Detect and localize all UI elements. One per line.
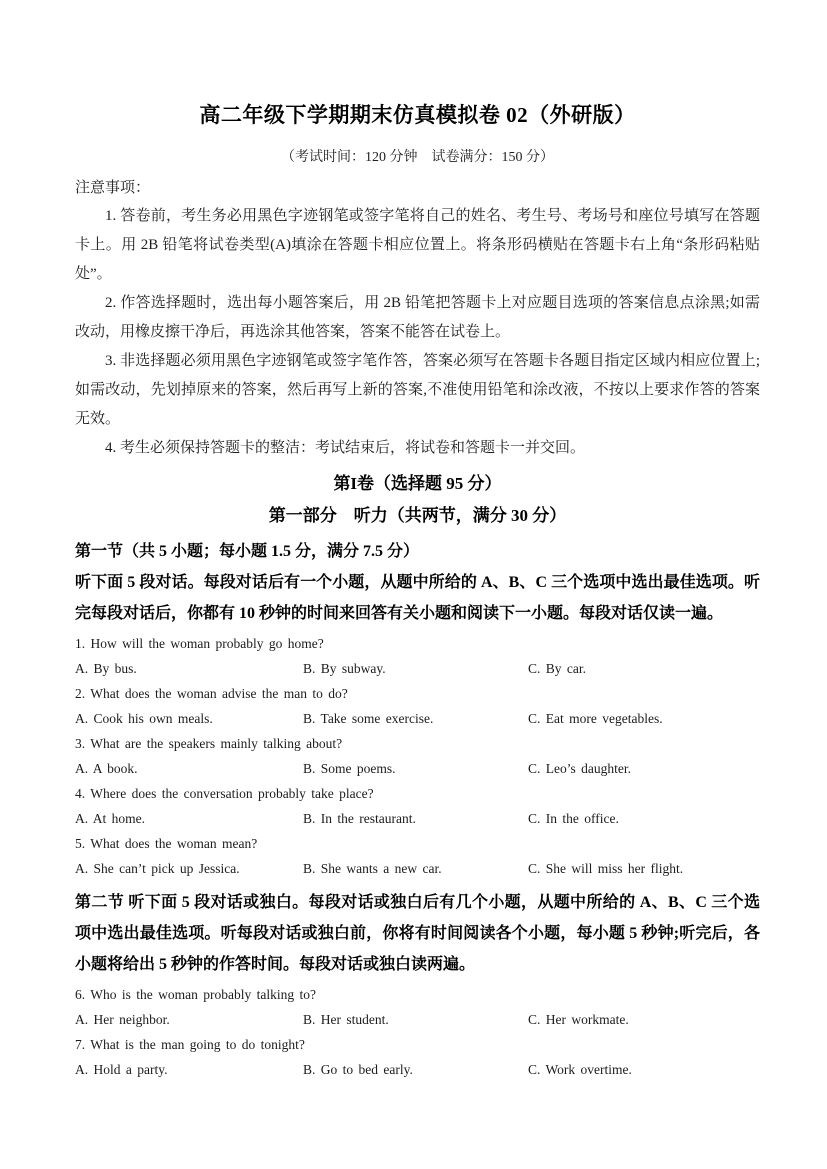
question-1-options [75,656,760,681]
question-4-options [75,806,760,831]
question-4-text: 4. Where does the conversation probably take place? [75,786,374,801]
question-3-option-a: A. A book. [75,761,138,776]
question-3-options [75,756,760,781]
question-2-option-c: C. Eat more vegetables. [528,711,663,726]
exam-meta-line: （考试时间：120 分钟 试卷满分：150 分） [281,150,554,165]
question-2 [75,681,760,731]
section1-heading: 第一节（共 5 小题；每小题 1.5 分，满分 7.5 分） [75,543,420,560]
notice-item-3: 3. 非选择题必须用黑色字迹钢笔或签字笔作答，答案必须写在答题卡各题目指定区域内相应位置上;如需改动，先划掉原来的答案，然后再写上新的答案,不准使用铅笔和涂改液，不按以上要求作答的答案无效。 [75,353,760,427]
question-4 [75,781,760,831]
question-6 [75,982,760,1032]
question-6-text: 6. Who is the woman probably talking to? [75,987,316,1002]
notice-heading: 注意事项： [75,180,151,196]
question-2-options [75,706,760,731]
question-1-option-c: C. By car. [528,661,586,676]
question-5-options [75,856,760,881]
question-1-option-b: B. By subway. [303,661,386,676]
question-7 [75,1032,760,1082]
notice-item-1: 1. 答卷前，考生务必用黑色字迹钢笔或签字笔将自己的姓名、考生号、考场号和座位号填写在答题卡上。用 2B 铅笔将试卷类型(A)填涂在答题卡相应位置上。将条形码横贴在答题卡右上角“条形码粘贴处”。 [75,208,760,282]
question-4-option-c: C. In the office. [528,811,619,826]
question-5-text: 5. What does the woman mean? [75,836,258,851]
question-1-text: 1. How will the woman probably go home? [75,636,324,651]
section1-questions [75,631,760,881]
question-1-option-a: A. By bus. [75,661,137,676]
question-6-option-a: A. Her neighbor. [75,1012,170,1027]
question-5 [75,831,760,881]
question-4-option-b: B. In the restaurant. [303,811,416,826]
notice-item-4: 4. 考生必须保持答题卡的整洁：考试结束后，将试卷和答题卡一并交回。 [105,440,586,456]
question-7-text: 7. What is the man going to do tonight? [75,1037,305,1052]
question-5-option-c: C. She will miss her flight. [528,861,684,876]
question-7-option-a: A. Hold a party. [75,1062,168,1077]
question-3 [75,731,760,781]
question-7-options [75,1057,760,1082]
question-2-text: 2. What does the woman advise the man to do? [75,686,348,701]
section2-questions [75,982,760,1082]
question-7-option-b: B. Go to bed early. [303,1062,413,1077]
question-3-option-c: C. Leo’s daughter. [528,761,631,776]
question-3-option-b: B. Some poems. [303,761,396,776]
part1-heading: 第一部分 听力（共两节，满分 30 分） [268,506,567,525]
question-1 [75,631,760,681]
question-6-options [75,1007,760,1032]
question-2-option-a: A. Cook his own meals. [75,711,213,726]
question-5-option-b: B. She wants a new car. [303,861,442,876]
question-6-option-b: B. Her student. [303,1012,389,1027]
volume-heading: 第I卷（选择题 95 分） [333,474,502,493]
notice-item-2: 2. 作答选择题时，选出每小题答案后，用 2B 铅笔把答题卡上对应题目选项的答案信息点涂黑;如需改动，用橡皮擦干净后，再选涂其他答案，答案不能答在试卷上。 [75,295,760,340]
question-3-text: 3. What are the speakers mainly talking about? [75,736,343,751]
question-2-option-b: B. Take some exercise. [303,711,434,726]
question-7-option-c: C. Work overtime. [528,1062,632,1077]
section2-instructions: 第二节 听下面 5 段对话或独白。每段对话或独白后有几个小题，从题中所给的 A、B、C 三个选项中选出最佳选项。听每段对话或独白前，你将有时间阅读各个小题，每小题 5 秒钟;听完后，各小题将给出 5 秒钟的作答时间。每段对话或独白读两遍。 [75,894,760,973]
question-5-option-a: A. She can’t pick up Jessica. [75,861,240,876]
page-title: 高二年级下学期期末仿真模拟卷 02（外研版） [199,103,636,127]
section1-instructions: 听下面 5 段对话。每段对话后有一个小题，从题中所给的 A、B、C 三个选项中选出最佳选项。听完每段对话后，你都有 10 秒钟的时间来回答有关小题和阅读下一小题。每段对话仅读一遍。 [75,574,760,622]
question-6-option-c: C. Her workmate. [528,1012,629,1027]
question-4-option-a: A. At home. [75,811,145,826]
